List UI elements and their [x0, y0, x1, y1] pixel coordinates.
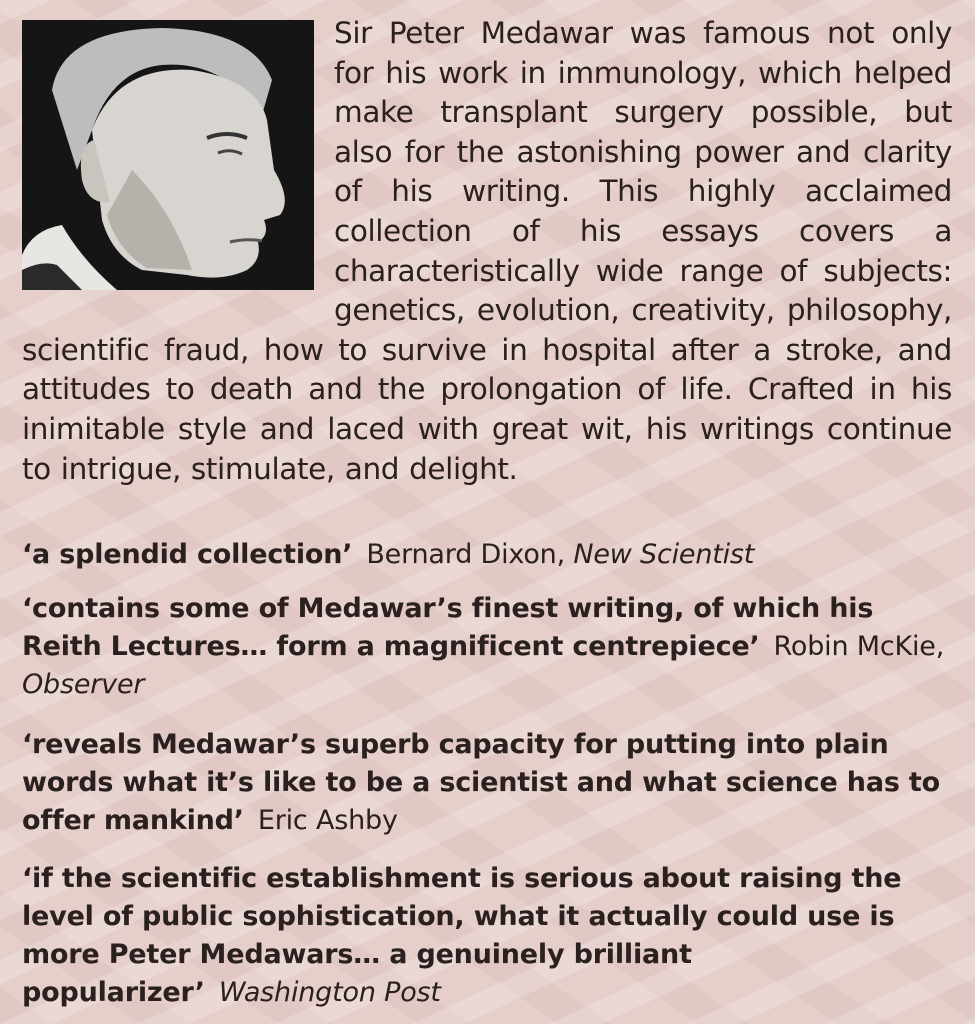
quote-source	[205, 977, 441, 1008]
quote-text: ‘reveals Medawar’s superb capacity for putting into plain words what it’s like to be a scientist and what science has to offer mankind’	[22, 729, 940, 836]
quote-text: ‘contains some of Medawar’s finest writing, of which his Reith Lectures… form a magnificent centrepiece’	[22, 593, 874, 662]
review-quote	[22, 726, 957, 840]
quote-text: ‘a splendid collection’	[22, 539, 353, 570]
review-quote	[22, 590, 957, 704]
review-quote	[22, 860, 957, 1012]
quote-text: ‘if the scientific establishment is serious about raising the level of public sophistication, what it actually could use is more Peter Medawars… a genuinely brilliant popularizer’	[22, 863, 902, 1008]
quote-author: Bernard Dixon,	[366, 539, 574, 570]
book-description	[22, 14, 952, 489]
quote-publication: Washington Post	[218, 977, 441, 1008]
quote-source	[244, 805, 398, 836]
quote-author: Robin McKie,	[773, 631, 945, 662]
quote-publication: Observer	[22, 669, 145, 700]
photo-spacer	[22, 14, 334, 296]
quote-publication: New Scientist	[573, 539, 755, 570]
description-text: Sir Peter Medawar was famous not only for his work in immunology, which helped make transplant surgery possible, but also for the astonishing power and clarity of his writing. This highly acclaimed collection of his essays covers a characteristically wide range of subjects: genetics, evolution, creativity, philosophy, scientific fraud, how to survive in hospital after a stroke, and attitudes to death and the prolongation of life. Crafted in his inimitable style and laced with great wit, his writings continue to intrigue, stimulate, and delight.	[22, 16, 952, 486]
review-quote	[22, 536, 957, 574]
quote-author: Eric Ashby	[257, 805, 398, 836]
quote-source	[352, 539, 754, 570]
